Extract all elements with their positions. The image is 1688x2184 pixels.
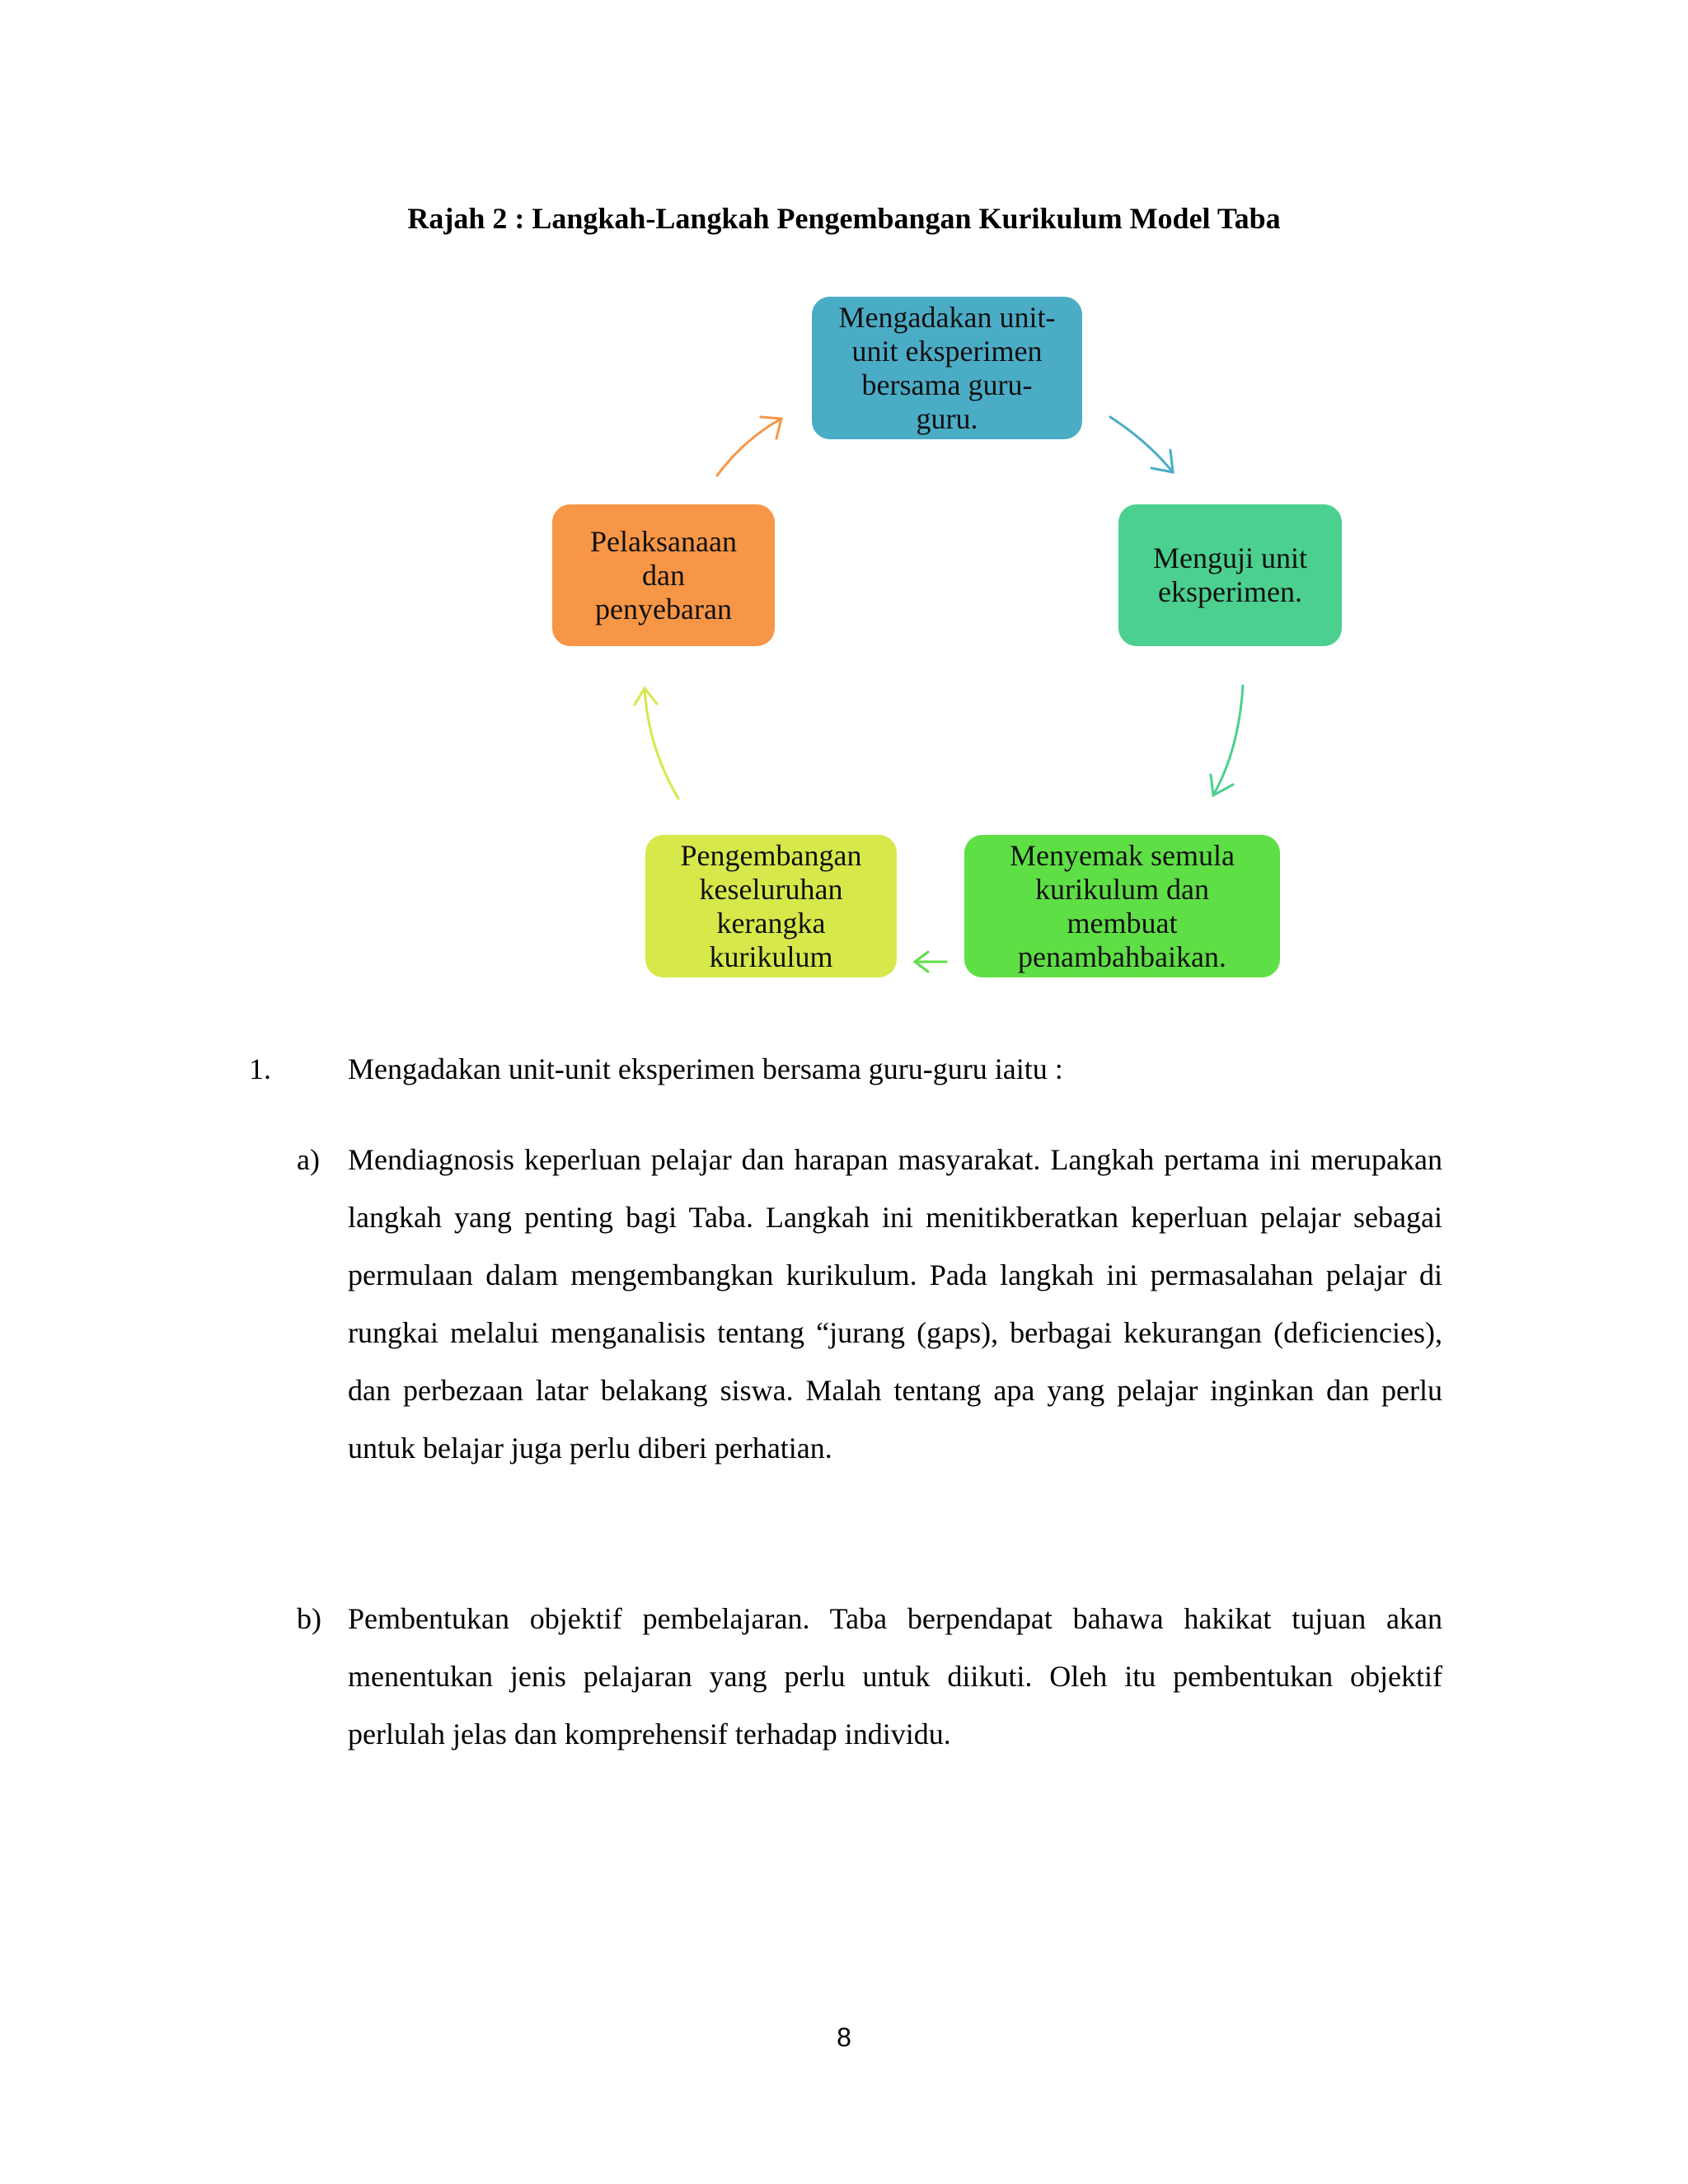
section-heading: Mengadakan unit-unit eksperimen bersama guru-guru iaitu :: [348, 1052, 1063, 1085]
diagram-node-left: Pelaksanaan dan penyebaran: [552, 504, 775, 646]
diagram-node-bottom-left: Pengembangan keseluruhan kerangka kurikulum: [645, 835, 897, 977]
taba-cycle-diagram: [0, 0, 1688, 989]
list-item: [297, 1131, 1442, 1477]
list-item-marker: a): [297, 1143, 320, 1176]
list-item-marker: b): [297, 1602, 321, 1635]
arrow-top-to-right: [1110, 417, 1173, 472]
arrow-right-to-bottom-right: [1211, 686, 1243, 795]
arrow-bottom-right-to-bottom-left: [915, 952, 946, 972]
arrow-left-to-top: [717, 417, 781, 476]
list-item-text: Mendiagnosis keperluan pelajar dan harapan masyarakat. Langkah pertama ini merupakan langkah yang penting bagi Taba. Langkah ini menitikberatkan keperluan pelajar sebagai permulaan dalam mengembangkan kurikulum. Pada langkah ini permasalahan pelajar di rungkai melalui menganalisis tentang “jurang (gaps), berbagai kekurangan (deficiencies), dan perbezaan latar belakang siswa. Malah tentang apa yang pelajar inginkan dan perlu untuk belajar juga perlu diberi perhatian.: [348, 1143, 1442, 1465]
diagram-node-right: Menguji unit eksperimen.: [1118, 504, 1342, 646]
arrow-bottom-left-to-left: [635, 688, 678, 799]
diagram-node-bottom-right: Menyemak semula kurikulum dan membuat penambahbaikan.: [964, 835, 1280, 977]
list-item: [297, 1590, 1442, 1763]
list-item-text: Pembentukan objektif pembelajaran. Taba berpendapat bahawa hakikat tujuan akan menentukan jenis pelajaran yang perlu untuk diikuti. Oleh itu pembentukan objektif perlulah jelas dan komprehensif terhadap individu.: [348, 1602, 1442, 1750]
page-title: Rajah 2 : Langkah-Langkah Pengembangan Kurikulum Model Taba: [407, 202, 1281, 235]
diagram-node-top: Mengadakan unit- unit eksperimen bersama guru- guru.: [812, 297, 1082, 439]
section-number: 1.: [249, 1052, 271, 1085]
page-number: 8: [837, 2022, 851, 2052]
